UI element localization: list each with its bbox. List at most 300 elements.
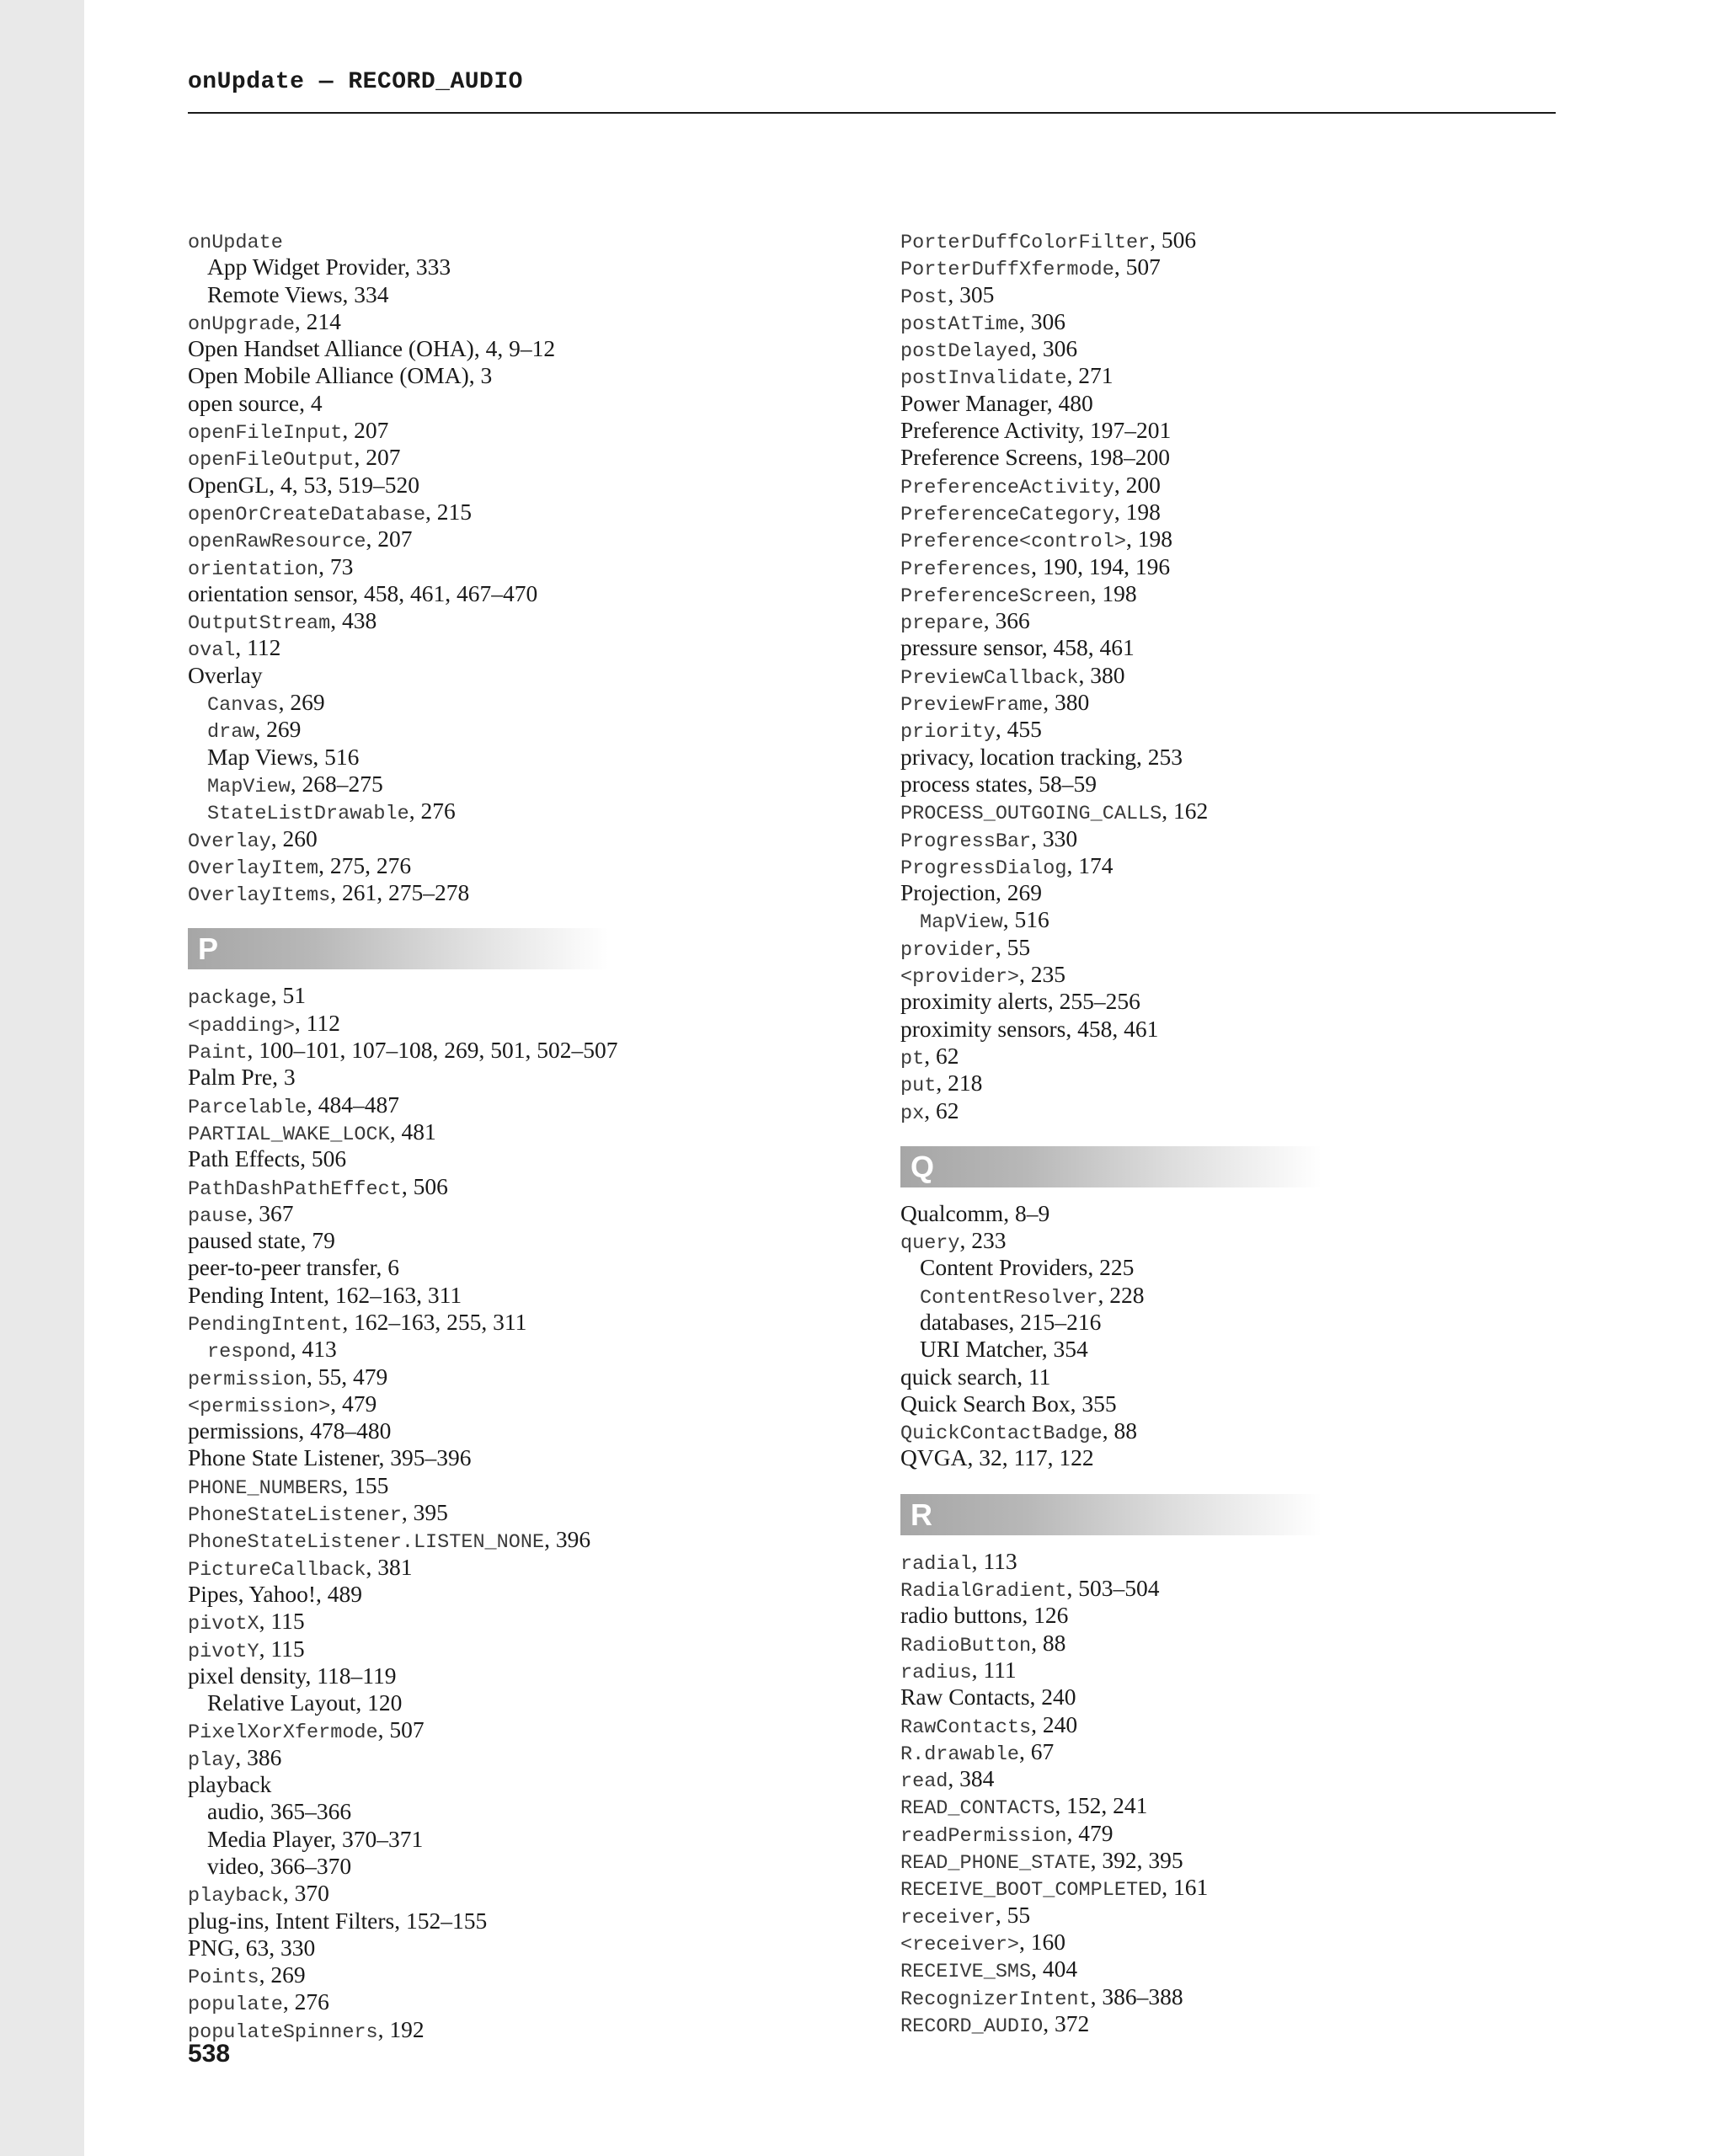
index-term: RadioButton [900,1634,1032,1657]
index-subentry: MapView, 516 [920,906,1049,935]
index-entry: proximity sensors, 458, 461 [900,1015,1159,1042]
index-term: OverlayItem [188,857,319,880]
page-locator: 333 [415,253,451,280]
index-entry: radio buttons, 126 [900,1602,1069,1629]
index-term: Open Handset Alliance (OHA) [188,335,474,362]
page-locator: 197–201 [1090,417,1172,444]
page-locator: 380 [1090,661,1125,688]
index-term: quick search [900,1363,1017,1390]
index-term: PreferenceCategory [900,503,1114,526]
index-term: Overlay [188,661,263,688]
page-locator: 506 [311,1145,347,1172]
index-term: READ_CONTACTS [900,1797,1055,1821]
index-entry: pivotY, 115 [188,1635,305,1663]
page-locator: 3 [480,362,493,389]
index-term: PorterDuffColorFilter [900,232,1151,254]
index-entry: PathDashPathEffect, 506 [188,1172,448,1201]
page-locator: 218 [948,1070,983,1097]
index-term: Path Effects [188,1145,301,1172]
index-entry: R.drawable, 67 [900,1737,1055,1766]
index-term: put [900,1075,937,1098]
index-term: PNG [188,1934,235,1961]
index-term: onUpgrade [188,312,295,336]
page-locator: 112 [247,634,281,661]
index-term: playback [188,1885,283,1908]
index-entry: QVGA, 32, 117, 122 [900,1444,1094,1471]
index-entry: PNG, 63, 330 [188,1934,316,1961]
page-locator: 4, 53, 519–520 [280,471,419,498]
index-entry: <receiver>, 160 [900,1928,1066,1956]
page-locator: 268–275 [302,770,383,797]
index-term: Palm Pre [188,1064,273,1091]
running-head: onUpdate — RECORD_AUDIO [188,69,523,95]
index-subentry: respond, 413 [207,1336,337,1364]
index-term: OpenGL [188,471,270,498]
page-locator: 207 [354,417,389,444]
index-entry: PictureCallback, 381 [188,1553,413,1582]
index-term: readPermission [900,1824,1067,1848]
page-locator: 225 [1099,1254,1135,1281]
index-entry: pause, 367 [188,1199,294,1228]
index-entry: Raw Contacts, 240 [900,1684,1076,1710]
page-locator: 455 [1007,716,1042,743]
page-locator: 112 [306,1009,340,1036]
index-entry: Overlay, 260 [188,825,318,853]
page-locator: 79 [312,1227,335,1254]
index-entry: Paint, 100–101, 107–108, 269, 501, 502–507 [188,1037,618,1065]
section-letter-r: R [900,1494,1322,1535]
index-entry: pressure sensor, 458, 461 [900,634,1135,661]
page-locator: 516 [324,743,360,770]
index-term: Content Providers [920,1254,1088,1281]
index-entry: read, 384 [900,1765,995,1794]
index-term: Preferences [900,558,1032,581]
page-locator: 207 [377,526,413,552]
index-term: process states [900,770,1028,797]
index-entry: priority, 455 [900,716,1042,744]
page-locator: 261, 275–278 [341,879,470,906]
index-term: privacy, location tracking [900,743,1136,770]
page-number: 538 [188,2040,231,2068]
index-entry: onUpgrade, 214 [188,307,341,336]
page-locator: 478–480 [310,1417,392,1444]
index-entry: process states, 58–59 [900,770,1097,797]
index-entry: <permission>, 479 [188,1390,377,1418]
page-locator: 396 [555,1526,591,1553]
index-entry: PreferenceCategory, 198 [900,498,1161,526]
index-entry: PhoneStateListener, 395 [188,1499,448,1528]
page-locator: 480 [1058,389,1093,416]
index-entry: OverlayItems, 261, 275–278 [188,879,470,908]
index-term: Pipes, Yahoo! [188,1580,317,1607]
index-term: RadialGradient [900,1580,1067,1604]
index-term: PathDashPathEffect [188,1177,402,1201]
index-entry: postDelayed, 306 [900,335,1078,364]
page-locator: 32, 117, 122 [979,1444,1094,1471]
page-locator: 372 [1054,2009,1090,2036]
index-term: orientation [188,558,319,581]
page-locator: 334 [354,280,389,307]
index-entry: radial, 113 [900,1547,1017,1576]
page-locator: 51 [282,982,306,1009]
page-locator: 479 [341,1390,377,1417]
index-term: Overlay [188,830,271,853]
page-locator: 55 [1007,933,1031,960]
index-term: READ_PHONE_STATE [900,1852,1091,1876]
index-term: App Widget Provider [207,253,405,280]
page-locator: 73 [329,552,354,579]
index-term: Power Manager [900,389,1047,416]
page-locator: 367 [259,1199,294,1226]
page-locator: 276 [294,1988,329,2015]
index-entry: receiver, 55 [900,1901,1031,1929]
index-entry: postAtTime, 306 [900,307,1066,336]
index-entry: Projection, 269 [900,879,1043,906]
page-locator: 305 [959,280,995,307]
page-locator: 111 [983,1656,1017,1683]
page-locator: 380 [1054,689,1090,716]
index-subentry: databases, 215–216 [920,1308,1102,1335]
index-entry: postInvalidate, 271 [900,362,1114,391]
index-term: provider [900,938,996,962]
index-entry: PROCESS_OUTGOING_CALLS, 162 [900,798,1209,826]
index-entry: Open Mobile Alliance (OMA), 3 [188,362,493,389]
index-term: RECEIVE_BOOT_COMPLETED [900,1879,1162,1903]
index-term: query [900,1232,960,1256]
index-entry: Power Manager, 480 [900,389,1093,416]
index-entry: Palm Pre, 3 [188,1064,296,1091]
index-term: R.drawable [900,1742,1020,1766]
index-entry: Path Effects, 506 [188,1145,347,1172]
index-term: PARTIAL_WAKE_LOCK [188,1123,390,1146]
index-entry: RecognizerIntent, 386–388 [900,1983,1183,2011]
index-entry: openFileOutput, 207 [188,444,401,472]
index-term: radius [900,1661,972,1684]
page-locator: 62 [935,1097,959,1123]
index-term: Quick Search Box [900,1390,1071,1417]
index-entry: pivotX, 115 [188,1608,305,1636]
index-term: PROCESS_OUTGOING_CALLS [900,803,1162,826]
index-term: RecognizerIntent [900,1988,1091,2011]
index-subentry: MapView, 268–275 [207,770,383,798]
index-entry: Pending Intent, 162–163, 311 [188,1281,462,1308]
index-term: receiver [900,1906,996,1929]
index-term: openRawResource [188,531,366,554]
page-locator: 55, 479 [318,1363,388,1390]
index-entry: open source, 4 [188,389,323,416]
index-entry: READ_CONTACTS, 152, 241 [900,1792,1148,1821]
index-entry: Qualcomm, 8–9 [900,1199,1050,1226]
index-term: audio [207,1798,259,1825]
index-term: PendingIntent [188,1313,343,1337]
index-entry: OpenGL, 4, 53, 519–520 [188,471,419,498]
index-term: PixelXorXfermode [188,1721,378,1745]
index-entry: ProgressDialog, 174 [900,851,1114,880]
page-gutter [0,0,84,2156]
index-entry: Parcelable, 484–487 [188,1091,400,1119]
page-locator: 215 [436,498,473,525]
page-locator: 255–256 [1059,988,1140,1015]
index-entry: <padding>, 112 [188,1009,340,1038]
index-entry: quick search, 11 [900,1363,1051,1390]
index-term: px [900,1102,925,1125]
page-locator: 458, 461, 467–470 [363,579,538,606]
index-entry: query, 233 [900,1227,1007,1256]
page-locator: 62 [935,1042,959,1069]
page-locator: 198 [1137,526,1172,552]
page-locator: 506 [1161,227,1197,253]
page-locator: 370–371 [342,1825,424,1852]
index-term: respond [207,1341,291,1364]
index-term: PictureCallback [188,1558,366,1582]
page-locator: 489 [327,1580,363,1607]
index-subentry: ContentResolver, 228 [920,1281,1145,1310]
index-term: MapView [920,911,1003,935]
page-locator: 6 [387,1254,400,1281]
index-entry: openOrCreateDatabase, 215 [188,498,473,526]
page-locator: 162–163, 311 [334,1281,462,1308]
index-term: Pending Intent [188,1281,324,1308]
index-subentry: video, 366–370 [207,1852,352,1879]
page-locator: 484–487 [318,1091,400,1118]
page-locator: 366–370 [270,1852,352,1879]
page-locator: 354 [1053,1336,1088,1363]
index-entry: Post, 305 [900,280,995,309]
index-term: URI Matcher [920,1336,1042,1363]
index-subentry: StateListDrawable, 276 [207,798,456,826]
index-column-right [900,227,1574,2037]
index-term: Points [188,1967,259,1990]
page-locator: 479 [1078,1819,1114,1846]
page-locator: 198 [1125,498,1161,525]
index-term: postAtTime [900,312,1020,336]
index-entry: Preferences, 190, 194, 196 [900,552,1171,581]
page-locator: 370 [294,1880,329,1907]
index-entry: Points, 269 [188,1961,306,1990]
index-term: StateListDrawable [207,803,409,826]
index-subentry: Relative Layout, 120 [207,1689,403,1716]
index-entry: privacy, location tracking, 253 [900,743,1183,770]
page-locator: 507 [1125,253,1161,280]
index-subentry: audio, 365–366 [207,1798,352,1825]
index-term: RawContacts [900,1716,1032,1739]
page-locator: 126 [1033,1602,1069,1629]
index-term: <permission> [188,1395,331,1418]
index-entry: RawContacts, 240 [900,1710,1078,1739]
page-locator: 67 [1030,1737,1055,1764]
page-locator: 269 [270,1961,306,1988]
section-letter-q: Q [900,1146,1322,1187]
page-locator: 306 [1042,335,1078,362]
page-locator: 481 [401,1118,436,1145]
page-locator: 152–155 [405,1907,488,1934]
page-locator: 355 [1081,1390,1117,1417]
page-locator: 458, 461 [1053,634,1135,661]
page-locator: 386–388 [1102,1983,1183,2009]
index-term: openOrCreateDatabase [188,503,426,526]
page-locator: 330 [1042,825,1078,851]
index-entry: orientation sensor, 458, 461, 467–470 [188,579,538,606]
index-entry: readPermission, 479 [900,1819,1114,1848]
index-entry: PhoneStateListener.LISTEN_NONE, 396 [188,1526,591,1555]
index-entry: PARTIAL_WAKE_LOCK, 481 [188,1118,436,1146]
index-entry: PreviewCallback, 380 [900,661,1125,690]
index-entry: prepare, 366 [900,607,1030,636]
index-term: pixel density [188,1662,306,1689]
page-locator: 118–119 [317,1662,397,1689]
page-locator: 113 [983,1547,1017,1574]
index-subentry: draw, 269 [207,716,302,744]
index-term: Preference Screens [900,444,1077,471]
index-term: PreviewCallback [900,666,1079,690]
index-term: openFileOutput [188,449,355,472]
index-term: proximity sensors [900,1015,1066,1042]
page-locator: 8–9 [1014,1199,1050,1226]
index-term: pause [188,1204,248,1228]
page-locator: 160 [1030,1928,1066,1955]
index-subentry: Media Player, 370–371 [207,1825,424,1852]
index-entry: Preference Activity, 197–201 [900,417,1172,444]
page-locator: 458, 461 [1077,1015,1159,1042]
page-locator: 395–396 [390,1444,472,1471]
index-term: pivotY [188,1640,259,1663]
index-subentry: Canvas, 269 [207,689,325,718]
index-entry: Pipes, Yahoo!, 489 [188,1580,363,1607]
page-locator: 384 [959,1765,995,1792]
index-entry: PendingIntent, 162–163, 255, 311 [188,1308,527,1337]
page-locator: 240 [1041,1684,1076,1710]
index-term: video [207,1852,259,1879]
index-term: populate [188,1993,283,2017]
index-term: ContentResolver [920,1286,1098,1310]
index-entry: PixelXorXfermode, 507 [188,1716,425,1745]
page-locator: 162 [1173,798,1209,825]
index-entry: PorterDuffXfermode, 507 [900,253,1161,282]
index-entry: RECORD_AUDIO, 372 [900,2009,1090,2038]
index-term: <padding> [188,1014,295,1038]
page-locator: 120 [367,1689,403,1716]
index-entry: OutputStream, 438 [188,607,377,636]
page-locator: 4 [310,389,323,416]
index-entry: RECEIVE_SMS, 404 [900,1956,1078,1984]
index-entry: pt, 62 [900,1042,959,1070]
page-locator: 115 [270,1608,305,1635]
index-term: <receiver> [900,1933,1020,1956]
page-locator: 152, 241 [1066,1792,1148,1819]
page-locator: 386 [247,1743,282,1770]
page-locator: 269 [266,716,302,743]
page-locator: 233 [971,1227,1007,1254]
index-term: Projection [900,879,996,906]
page-locator: 275, 276 [329,851,412,878]
index-term: playback [188,1771,272,1798]
page-locator: 306 [1030,307,1066,334]
index-entry: PHONE_NUMBERS, 155 [188,1471,389,1500]
index-term: proximity alerts [900,988,1048,1015]
index-term: onUpdate [188,232,283,254]
page-locator: 198 [1102,579,1137,606]
index-term: Post [900,286,948,309]
page-locator: 413 [302,1336,337,1363]
index-term: priority [900,721,996,744]
page-locator: 192 [389,2015,425,2042]
index-entry: Phone State Listener, 395–396 [188,1444,472,1471]
index-term: PhoneStateListener [188,1504,402,1528]
header-rule [188,112,1556,114]
index-entry: PreferenceScreen, 198 [900,579,1137,608]
index-entry: ProgressBar, 330 [900,825,1078,853]
index-term: pivotX [188,1613,259,1636]
page-locator: 235 [1030,961,1066,988]
index-term: PhoneStateListener.LISTEN_NONE [188,1531,545,1555]
page-locator: 404 [1042,1956,1078,1983]
index-term: Map Views [207,743,313,770]
page-locator: 276 [420,798,456,825]
page-locator: 365–366 [270,1798,352,1825]
index-entry: pixel density, 118–119 [188,1662,397,1689]
index-entry: permissions, 478–480 [188,1417,392,1444]
index-entry: populateSpinners, 192 [188,2015,425,2044]
index-term: Preference Activity [900,417,1079,444]
index-entry: put, 218 [900,1070,983,1098]
index-term: radial [900,1552,972,1576]
index-entry: Open Handset Alliance (OHA), 4, 9–12 [188,335,556,362]
page-locator: 155 [354,1471,389,1498]
index-entry: package, 51 [188,982,306,1011]
index-entry: READ_PHONE_STATE, 392, 395 [900,1847,1183,1876]
page-locator: 269 [1007,879,1043,906]
index-entry: PreferenceActivity, 200 [900,471,1161,499]
index-entry: openFileInput, 207 [188,417,389,446]
index-entry: Preference Screens, 198–200 [900,444,1170,471]
page-locator: 366 [995,607,1030,634]
index-term: PreviewFrame [900,694,1044,718]
index-entry: px, 62 [900,1097,959,1125]
index-entry: Preference<control>, 198 [900,526,1172,554]
page-locator: 55 [1007,1901,1031,1928]
index-term: plug-ins, Intent Filters [188,1907,395,1934]
index-entry: peer-to-peer transfer, 6 [188,1254,400,1281]
page-locator: 11 [1028,1363,1051,1390]
index-subentry: Remote Views, 334 [207,280,389,307]
page-locator: 115 [270,1635,305,1662]
index-term: RECORD_AUDIO [900,2015,1044,2038]
index-entry: <provider>, 235 [900,961,1066,990]
index-term: prepare [900,612,984,636]
index-term: read [900,1770,948,1794]
index-entry: oval, 112 [188,634,281,663]
index-term: pressure sensor [900,634,1042,661]
page-locator: 162–163, 255, 311 [354,1308,527,1335]
index-term: permissions [188,1417,299,1444]
index-entry: RadialGradient, 503–504 [900,1575,1160,1604]
index-term: OutputStream [188,612,331,636]
index-term: permission [188,1368,307,1391]
index-subentry: Content Providers, 225 [920,1254,1135,1281]
index-term: openFileInput [188,422,343,446]
index-entry: populate, 276 [188,1988,329,2017]
index-term: Media Player [207,1825,331,1852]
index-term: peer-to-peer transfer [188,1254,377,1281]
index-term: radio buttons [900,1602,1023,1629]
index-term: PreferenceActivity [900,476,1114,499]
index-term: PHONE_NUMBERS [188,1476,343,1500]
index-entry: orientation, 73 [188,552,354,581]
index-entry: play, 386 [188,1743,282,1772]
index-term: Parcelable [188,1096,307,1119]
page-locator: 4, 9–12 [485,335,556,362]
index-subentry: Map Views, 516 [207,743,360,770]
